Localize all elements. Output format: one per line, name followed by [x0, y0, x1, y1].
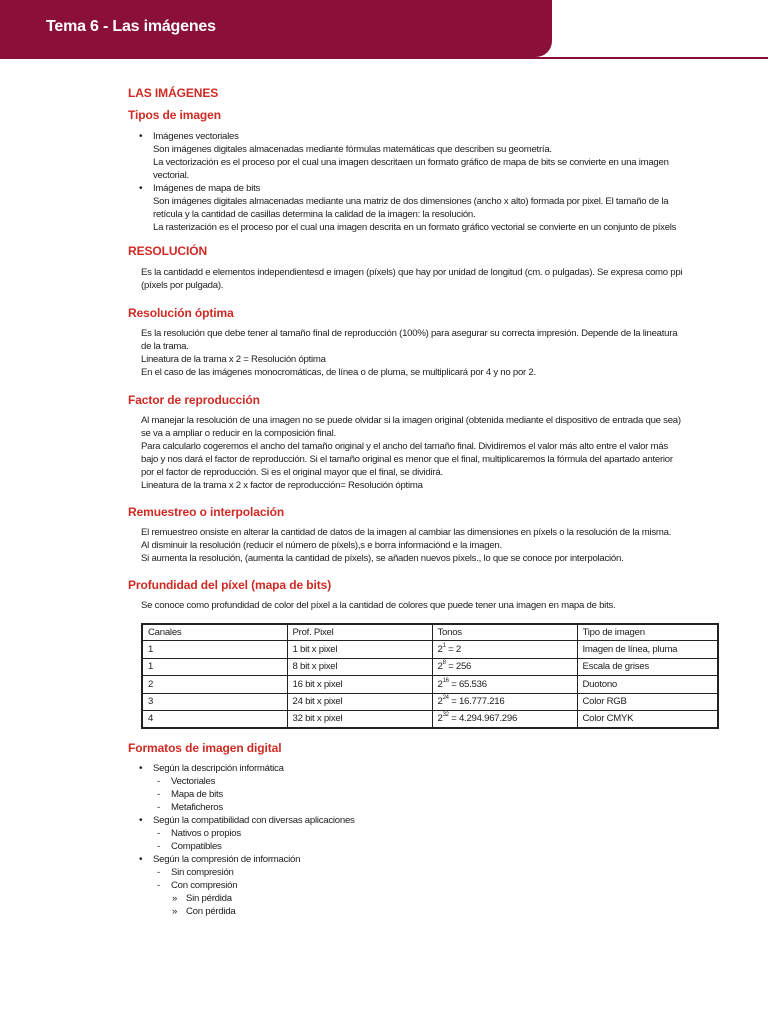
list-item: - Con compresión » Sin pérdida » Con pérdida — [157, 879, 720, 918]
section-heading-profundidad: Profundidad del píxel (mapa de bits) — [128, 578, 332, 593]
document-title: LAS IMÁGENES — [128, 86, 219, 100]
pixel-depth-table — [141, 623, 719, 729]
section-heading-tipos: Tipos de imagen — [128, 108, 221, 122]
list-item: - Compatibles — [157, 840, 720, 853]
factor-text: Al manejar la resolución de una imagen no se puede olvidar si la imagen original (obtenida mediante el dispositivo de entrada que sea) se va a ampliar o reducir en la composición final. Para calcularlo cogeremos el ancho del tamaño original y el ancho del tamaño final. Dividiremos el valor más alto entre el valor más bajo y nos dará el factor de reproducción. Si el tamaño original es menor que el final, multiplicaremos la fórmula del apartado anterior por el factor de reproducción. Si es el original mayor que el final, se dividirá. Lineatura de la trama x 2 x factor de reproducción= Resolución óptima — [141, 414, 681, 492]
table-row — [142, 710, 718, 727]
table-header-cell: Tonos — [432, 624, 577, 641]
section-heading-resolucion: RESOLUCIÓN — [128, 244, 208, 258]
list-item: • Según la compresión de información - Sin compresión - Con compresión » Sin pérdida » Con pérdida — [139, 853, 720, 918]
list-item: • Según la descripción informática - Vectoriales - Mapa de bits - Metaficheros — [139, 762, 720, 814]
list-item: • Según la compatibilidad con diversas aplicaciones - Nativos o propios - Compatibles — [139, 814, 720, 853]
section-heading-formatos: Formatos de imagen digital — [128, 740, 282, 755]
profundidad-intro: Se conoce como profundidad de color del píxel a la cantidad de colores que puede tener una imagen en mapa de bits. — [141, 600, 616, 612]
list-item: » Con pérdida — [172, 905, 720, 918]
table-cell: $2^1 = 2$ — [432, 641, 577, 658]
table-cell: Imagen de línea, pluma — [577, 641, 718, 658]
section-heading-factor: Factor de reproducción — [128, 392, 260, 407]
formatos-list — [139, 762, 720, 918]
list-item: - Mapa de bits — [157, 788, 720, 801]
tipos-list — [139, 130, 720, 234]
table-cell: Duotono — [577, 676, 718, 693]
table-cell: 1 — [142, 641, 287, 658]
table-cell: 16 bit x pixel — [287, 676, 432, 693]
optima-text: Es la resolución que debe tener al tamaño final de reproducción (100%) para asegurar su correcta impresión. Depende de la lineatura de la trama. Lineatura de la trama x 2 = Resolución óptima En el caso de las imágenes monocromáticas, de línea o de pluma, se multiplicará por 4 y no por 2. — [141, 328, 678, 379]
list-item: » Sin pérdida — [172, 892, 720, 905]
table-cell: Color RGB — [577, 693, 718, 710]
list-item: • Imágenes de mapa de bits Son imágenes digitales almacenadas mediante una matriz de dos dimensiones (ancho x alto) formada por pixel. El tamaño de la retícula y la cantidad de casillas determina la calidad de la imagen: la resolución. La rasterización es el proceso por el cual una imagen descrita en un formato gráfico vectorial se convierte en un conjunto de píxels — [139, 182, 720, 234]
table-cell: $2^{24} = 16.777.216$ — [432, 693, 577, 710]
document-body — [128, 86, 720, 918]
table-row — [142, 693, 718, 710]
remuestreo-text: El remuestreo onsiste en alterar la cantidad de datos de la imagen al cambiar las dimensiones en píxels o la resolución de la misma. Al disminuir la resolución (reducir el número de píxels),s e borra informaciónd e la imagen. Si aumenta la resolución, (aumenta la cantidad de píxels), se añaden nuevos píxels., lo que se conoce por interpolación. — [141, 527, 672, 565]
table-cell: $2^{32} = 4.294.967.296$ — [432, 710, 577, 727]
table-cell: 8 bit x pixel — [287, 658, 432, 675]
table-header-cell: Canales — [142, 624, 287, 641]
table-cell: 2 — [142, 676, 287, 693]
table-row — [142, 658, 718, 675]
table-cell: 24 bit x pixel — [287, 693, 432, 710]
table-cell: 1 bit x pixel — [287, 641, 432, 658]
list-item: - Metaficheros — [157, 801, 720, 814]
section-heading-remuestreo: Remuestreo o interpolación — [128, 505, 285, 520]
table-cell: 32 bit x pixel — [287, 710, 432, 727]
table-row — [142, 676, 718, 693]
page-header-band — [0, 0, 552, 57]
table-row — [142, 641, 718, 658]
table-cell: 3 — [142, 693, 287, 710]
section-heading-optima: Resolución óptima — [128, 306, 234, 321]
table-cell: Escala de grises — [577, 658, 718, 675]
table-cell: 4 — [142, 710, 287, 727]
table-cell: $2^8 = 256$ — [432, 658, 577, 675]
table-cell: $2^{16} = 65.536$ — [432, 676, 577, 693]
list-item: - Vectoriales — [157, 775, 720, 788]
table-header-row — [142, 624, 718, 641]
table-cell: Color CMYK — [577, 710, 718, 727]
list-item: - Nativos o propios — [157, 827, 720, 840]
page-header-title: Tema 6 - Las imágenes — [46, 18, 216, 35]
header-rule — [0, 57, 768, 59]
table-header-cell: Prof. Pixel — [287, 624, 432, 641]
list-item: • Imágenes vectoriales Son imágenes digitales almacenadas mediante fórmulas matemáticas que describen su geometría. La vectorización es el proceso por el cual una imagen descritaen un formato gráfico de mapa de bits se convierte en una imagen vectorial. — [139, 130, 720, 182]
resolucion-text: Es la cantidadd e elementos independientesd e imagen (píxels) que hay por unidad de longitud (cm. o pulgadas). Se expresa como ppi (píxels por pulgada). — [141, 267, 683, 292]
table-header-cell: Tipo de imagen — [577, 624, 718, 641]
list-item: - Sin compresión — [157, 866, 720, 879]
table-cell: 1 — [142, 658, 287, 675]
